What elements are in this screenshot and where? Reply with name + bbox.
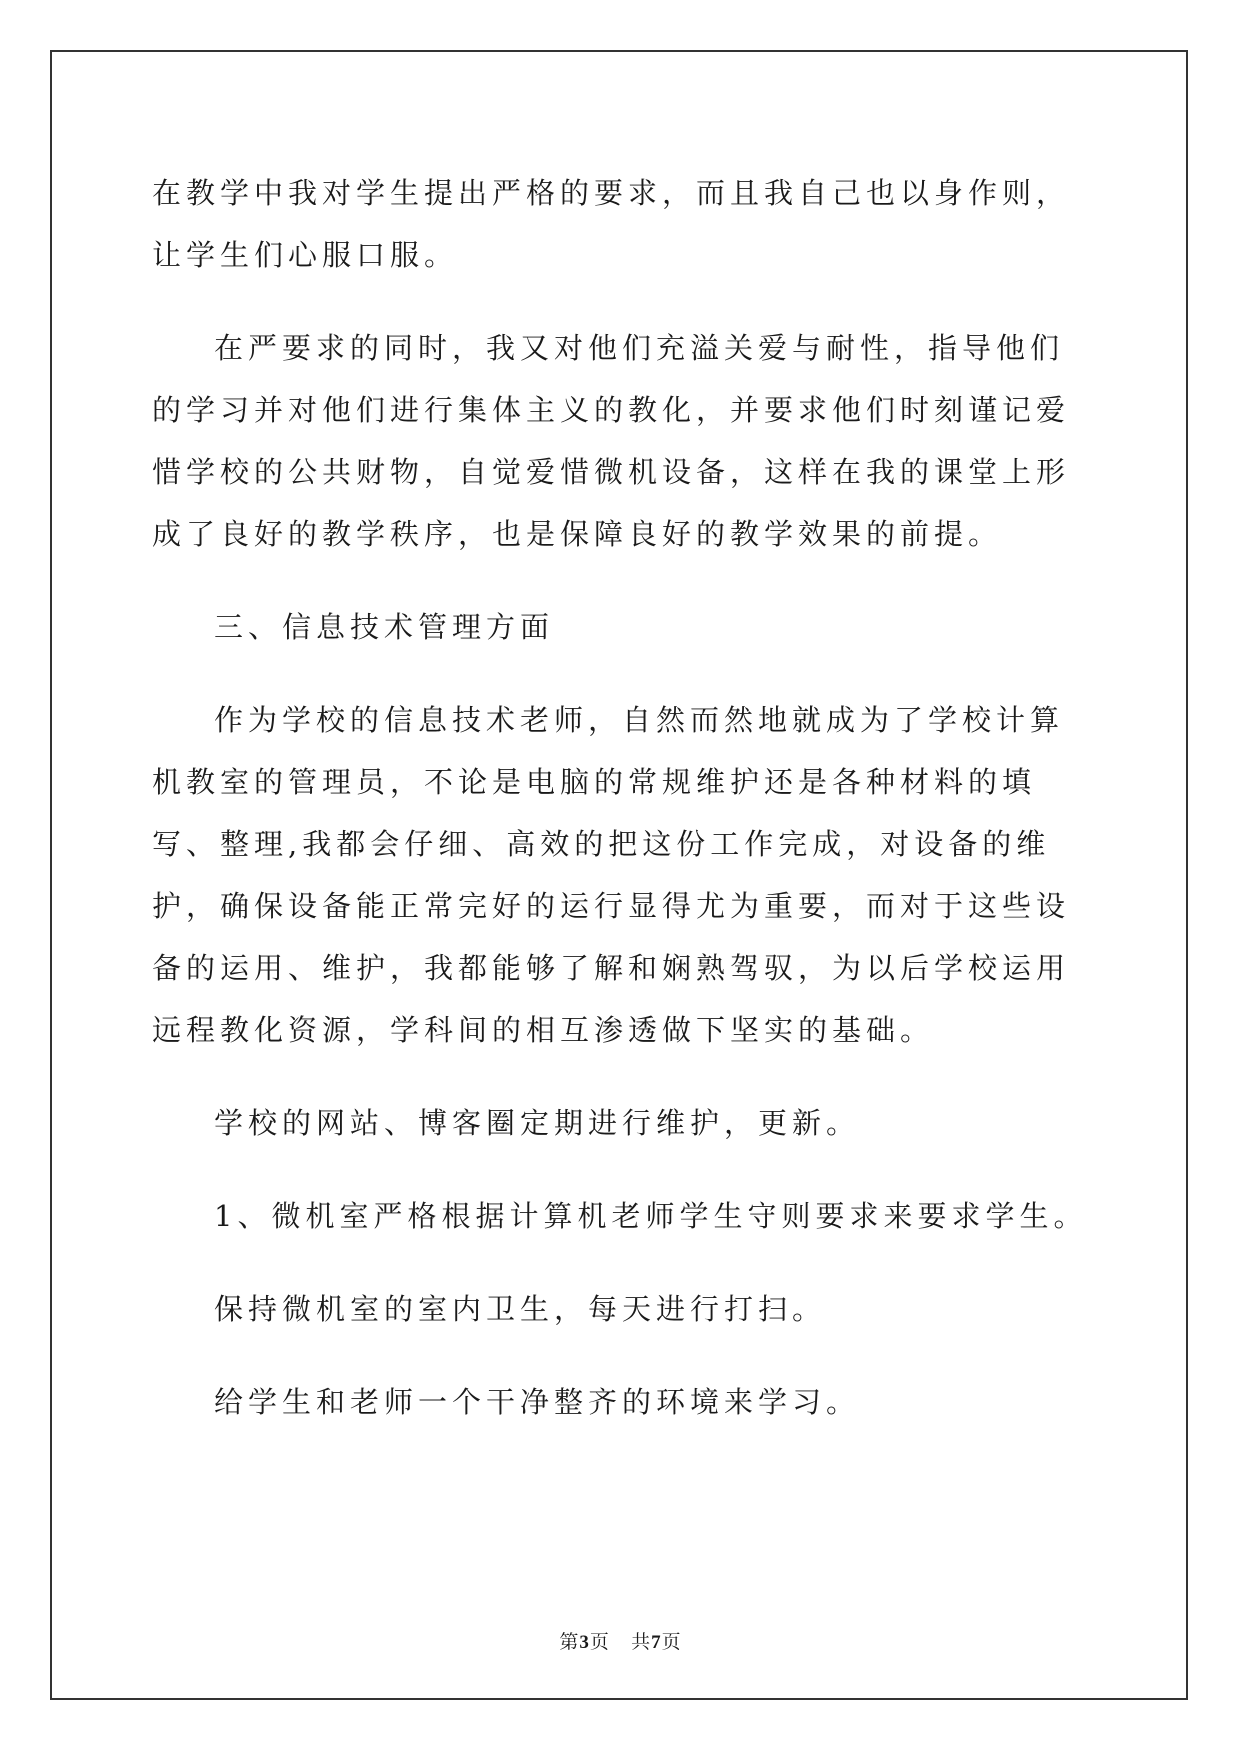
paragraph-4: 学校的网站、博客圈定期进行维护，更新。 [214,1106,861,1140]
paragraph-5: 1、微机室严格根据计算机老师学生守则要求来要求学生。 [214,1199,1088,1233]
page-suffix: 页 [589,1631,610,1653]
total-page-count: 7 [651,1632,662,1653]
paragraph-1: 在教学中我对学生提出严格的要求，而且我自己也以身作则，让学生们心服口服。 [152,176,1071,272]
current-page-number: 3 [579,1632,590,1653]
total-suffix: 页 [661,1631,682,1653]
document-body [152,162,1090,1433]
page-prefix: 第 [559,1631,580,1653]
paragraph-2: 在严要求的同时，我又对他们充溢关爱与耐性，指导他们的学习并对他们进行集体主义的教化，并要求他们时刻谨记爱惜学校的公共财物，自觉爱惜微机设备，这样在我的课堂上形成了良好的教学秩序，也是保障良好的教学效果的前提。 [152,331,1071,551]
total-prefix: 共 [631,1631,652,1653]
paragraph-6: 保持微机室的室内卫生，每天进行打扫。 [214,1292,827,1326]
paragraph-7: 给学生和老师一个干净整齐的环境来学习。 [214,1385,861,1419]
page-footer [0,1627,1241,1654]
paragraph-3: 作为学校的信息技术老师，自然而然地就成为了学校计算机教室的管理员，不论是电脑的常规维护还是各种材料的填写、整理,我都会仔细、高效的把这份工作完成，对设备的维护，确保设备能正常完好的运行显得尤为重要，而对于这些设备的运用、维护，我都能够了解和娴熟驾驭，为以后学校运用远程教化资源，学科间的相互渗透做下坚实的基础。 [152,703,1071,1047]
section-heading: 三、信息技术管理方面 [214,610,555,644]
